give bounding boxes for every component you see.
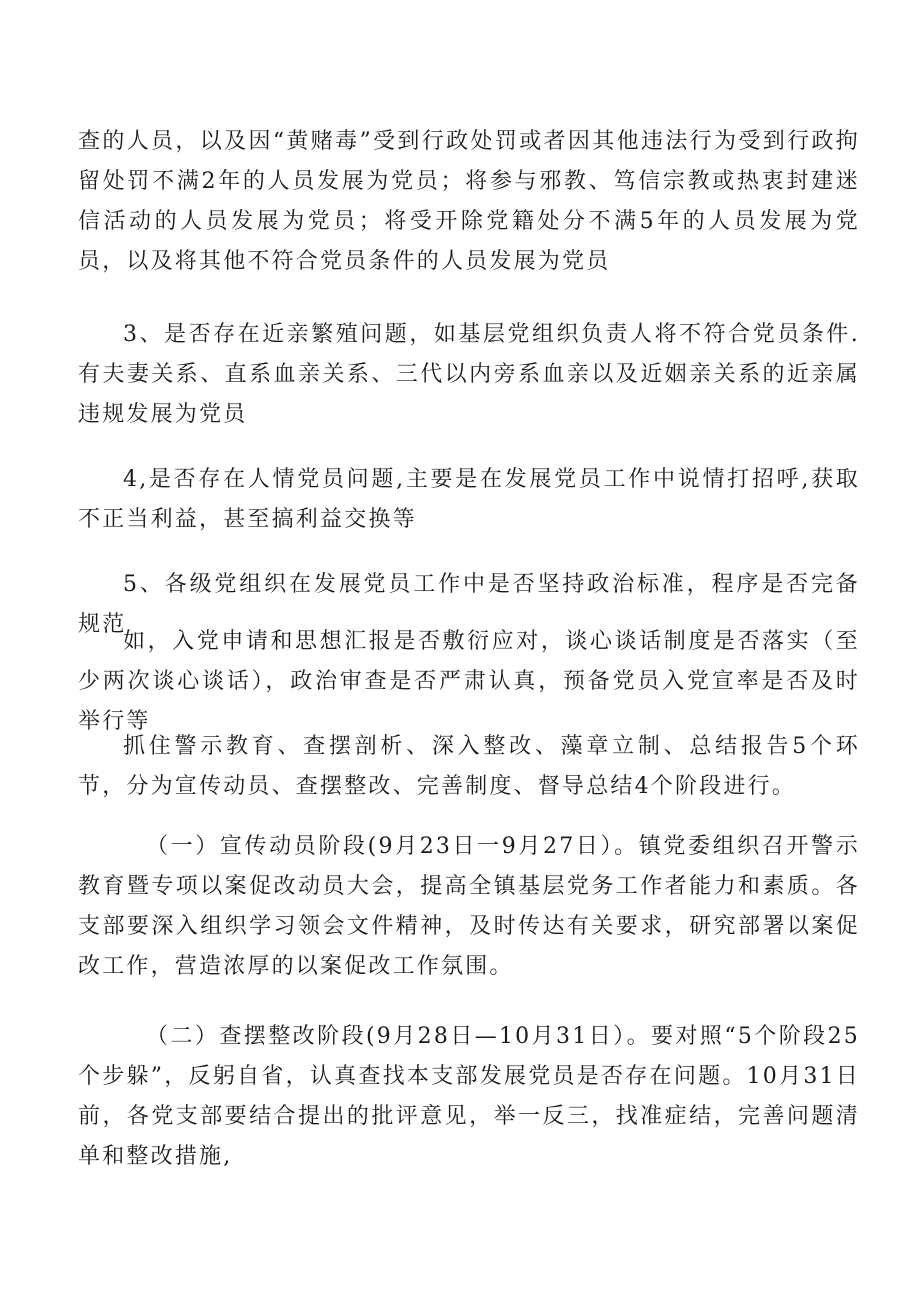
paragraph-stage-2-rectification: （二）查摆整改阶段(9月28日—10月31日）。要对照“5个阶段25个步躲”，反躬自省，认真查找本支部发展党员是否存在问题。10月31日前，各党支部要结合提出的批评意见，举一反三，找准症结，完善问题清单和整改措施, bbox=[78, 1024, 860, 1169]
paragraph-stage-1-mobilization: （一）宣传动员阶段(9月23日一9月27日）。镇党委组织召开警示教育暨专项以案促改动员大会，提高全镇基层党务工作者能力和素质。各支部要深入组织学习领会文件精神，及时传达有关要求，研究部署以案促改工作，营造浓厚的以案促改工作氛围。 bbox=[78, 834, 860, 979]
paragraph-item-3-nepotism: 3、是否存在近亲繁殖问题，如基层党组织负责人将不符合党员条件.有夫妻关系、直系血亲关系、三代以内旁系血亲以及近姻亲关系的近亲属违规发展为党员 bbox=[78, 322, 860, 427]
paragraph-recruitment-violations: 查的人员，以及因“黄赌毒”受到行政处罚或者因其他违法行为受到行政拘留处罚不满2年的人员发展为党员；将参与邪教、笃信宗教或热衷封建迷信活动的人员发展为党员；将受开除党籍处分不满5年的人员发展为党员，以及将其他不符合党员条件的人员发展为党员 bbox=[78, 129, 860, 274]
paragraph-item-5-standards: 5、各级党组织在发展党员工作中是否坚持政治标准，程序是否完备规范 bbox=[78, 572, 860, 637]
paragraph-five-steps: 抓住警示教育、查摆剖析、深入整改、藻章立制、总结报告5个环节，分为宣传动员、查摆整改、完善制度、督导总结4个阶段进行。 bbox=[78, 734, 860, 799]
paragraph-item-4-favoritism: 4,是否存在人情党员问题,主要是在发展党员工作中说情打招呼,获取不正当利益，甚至搞利益交换等 bbox=[78, 467, 860, 532]
paragraph-example: 如，入党申请和思想汇报是否敷衍应对，谈心谈话制度是否落实（至少两次谈心谈话），政治审查是否严肃认真，预备党员入党宣率是否及时举行等 bbox=[78, 629, 860, 734]
